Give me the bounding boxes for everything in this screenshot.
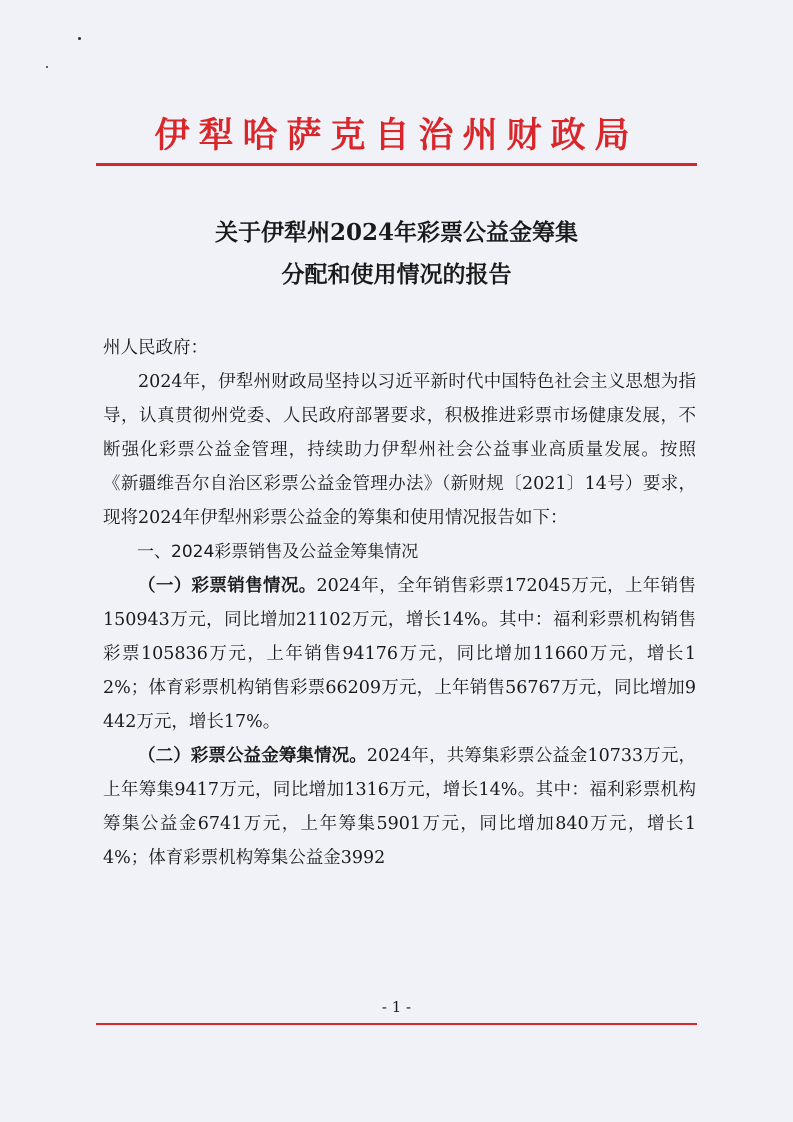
- subsection-1-lead: （一）彩票销售情况。: [138, 576, 317, 596]
- subsection-2-text: 2024年，共筹集彩票公益金10733万元，上年筹集9417万元，同比增加1316万元，增长14%。其中：福利彩票机构筹集公益金6741万元，上年筹集5901万元，同比增加840万元，增长14%；体育彩票机构筹集公益金3992: [103, 746, 696, 868]
- document-title: [0, 212, 793, 296]
- footer-red-rule: [96, 1023, 697, 1025]
- intro-paragraph: 2024年，伊犁州财政局坚持以习近平新时代中国特色社会主义思想为指导，认真贯彻州党委、人民政府部署要求，积极推进彩票市场健康发展，不断强化彩票公益金管理，持续助力伊犁州社会公益事业高质量发展。按照《新疆维吾尔自治区彩票公益金管理办法》（新财规〔2021〕14号）要求，现将2024年伊犁州彩票公益金的筹集和使用情况报告如下：: [103, 372, 696, 528]
- scan-speck: [78, 37, 81, 40]
- title-line-1: 关于伊犁州2024年彩票公益金筹集: [214, 219, 578, 246]
- header-red-rule: [96, 163, 697, 166]
- subsection-2-paragraph: [103, 739, 696, 875]
- subsection-1-text: 2024年，全年销售彩票172045万元，上年销售150943万元，同比增加21102万元，增长14%。其中：福利彩票机构销售彩票105836万元，上年销售94176万元，同比增加11660万元，增长12%；体育彩票机构销售彩票66209万元，上年销售56767万元，同比增加9442万元，增长17%。: [103, 576, 697, 732]
- subsection-2-lead: （二）彩票公益金筹集情况。: [138, 746, 367, 766]
- title-line-2: 分配和使用情况的报告: [281, 261, 512, 288]
- document-body: [103, 331, 696, 875]
- salutation: 州人民政府：: [103, 338, 208, 358]
- scan-speck: [46, 66, 48, 68]
- section-1-heading: 一、2024彩票销售及公益金筹集情况: [137, 542, 419, 562]
- page-number: - 1 -: [381, 998, 412, 1016]
- agency-header: 伊犁哈萨克自治州财政局: [154, 116, 639, 156]
- subsection-1-paragraph: [103, 569, 696, 739]
